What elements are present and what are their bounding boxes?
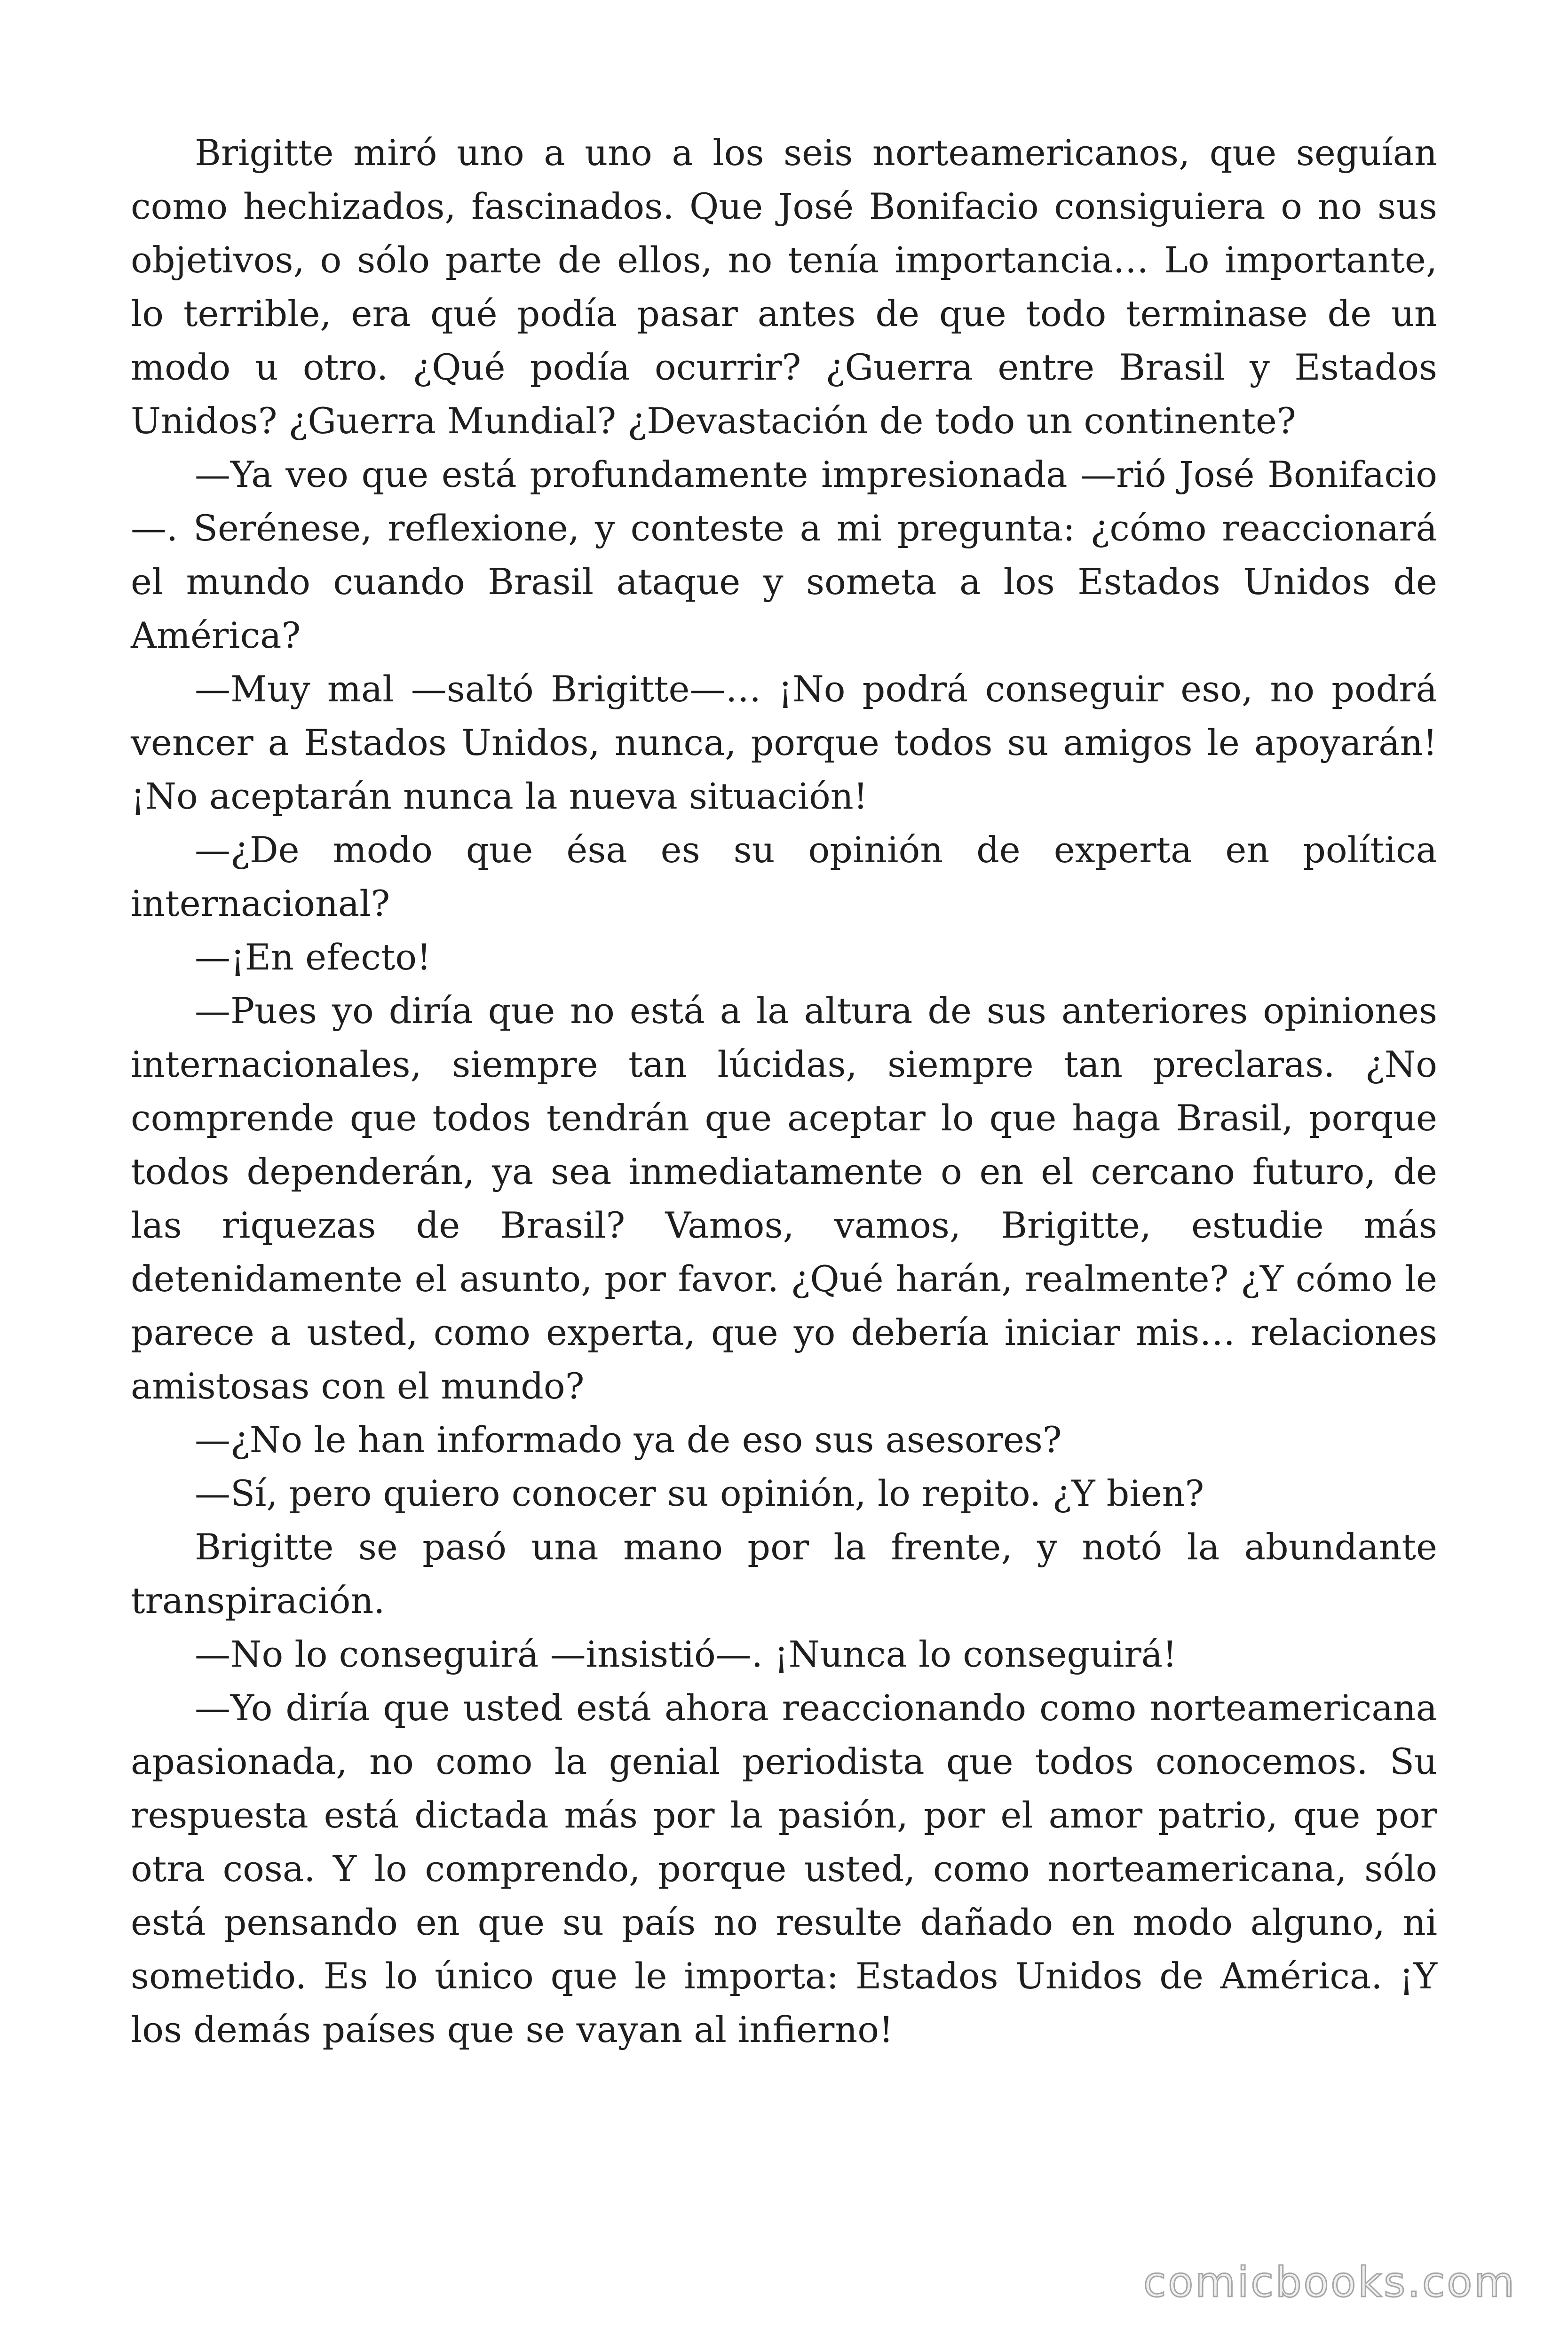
paragraph: —Pues yo diría que no está a la altura de sus anteriores opiniones internacionales, siempre tan lúcidas, siempre tan preclaras. ¿No comprende que todos tendrán que aceptar lo que haga Brasil, porque todos dependerán, ya sea inmediatamente o en el cercano futuro, de las riquezas de Brasil? Vamos, vamos, Brigitte, estudie más detenidamente el asunto, por favor. ¿Qué harán, realmente? ¿Y cómo le parece a usted, como experta, que yo debería iniciar mis… relaciones amistosas con el mundo? (131, 990, 1437, 1407)
paragraph: —Ya veo que está profundamente impresionada —rió José Bonifacio—. Serénese, reflexione, y conteste a mi pregunta: ¿cómo reaccionará el mundo cuando Brasil ataque y someta a los Estados Unidos de América? (131, 453, 1437, 656)
paragraph: —¿De modo que ésa es su opinión de experta en política internacional? (131, 829, 1437, 924)
paragraph: Brigitte miró uno a uno a los seis norteamericanos, que seguían como hechizados, fascinados. Que José Bonifacio consiguiera o no sus objetivos, o sólo parte de ellos, no tenía importancia… Lo importante, lo terrible, era qué podía pasar antes de que todo terminase de un modo u otro. ¿Qué podía ocurrir? ¿Guerra entre Brasil y Estados Unidos? ¿Guerra Mundial? ¿Devastación de todo un continente? (131, 132, 1437, 442)
watermark: comicbooks.com (1143, 2258, 1516, 2306)
paragraph: —Muy mal —saltó Brigitte—… ¡No podrá conseguir eso, no podrá vencer a Estados Unidos, nunca, porque todos su amigos le apoyarán! ¡No aceptarán nunca la nueva situación! (131, 668, 1437, 817)
paragraph: —¿No le han informado ya de eso sus asesores? (195, 1419, 1062, 1461)
paragraph: —Yo diría que usted está ahora reaccionando como norteamericana apasionada, no como la genial periodista que todos conocemos. Su respuesta está dictada más por la pasión, por el amor patrio, que por otra cosa. Y lo comprendo, porque usted, como norteamericana, sólo está pensando en que su país no resulte dañado en modo alguno, ni sometido. Es lo único que le importa: Estados Unidos de América. ¡Y los demás países que se vayan al infierno! (131, 1687, 1437, 2050)
paragraph: Brigitte se pasó una mano por la frente, y notó la abundante transpiración. (131, 1526, 1437, 1621)
paragraph: —No lo conseguirá —insistió—. ¡Nunca lo conseguirá! (195, 1633, 1177, 1675)
paragraph: —Sí, pero quiero conocer su opinión, lo repito. ¿Y bien? (195, 1472, 1204, 1514)
body-text (131, 126, 1437, 2057)
paragraph: —¡En efecto! (195, 936, 431, 978)
